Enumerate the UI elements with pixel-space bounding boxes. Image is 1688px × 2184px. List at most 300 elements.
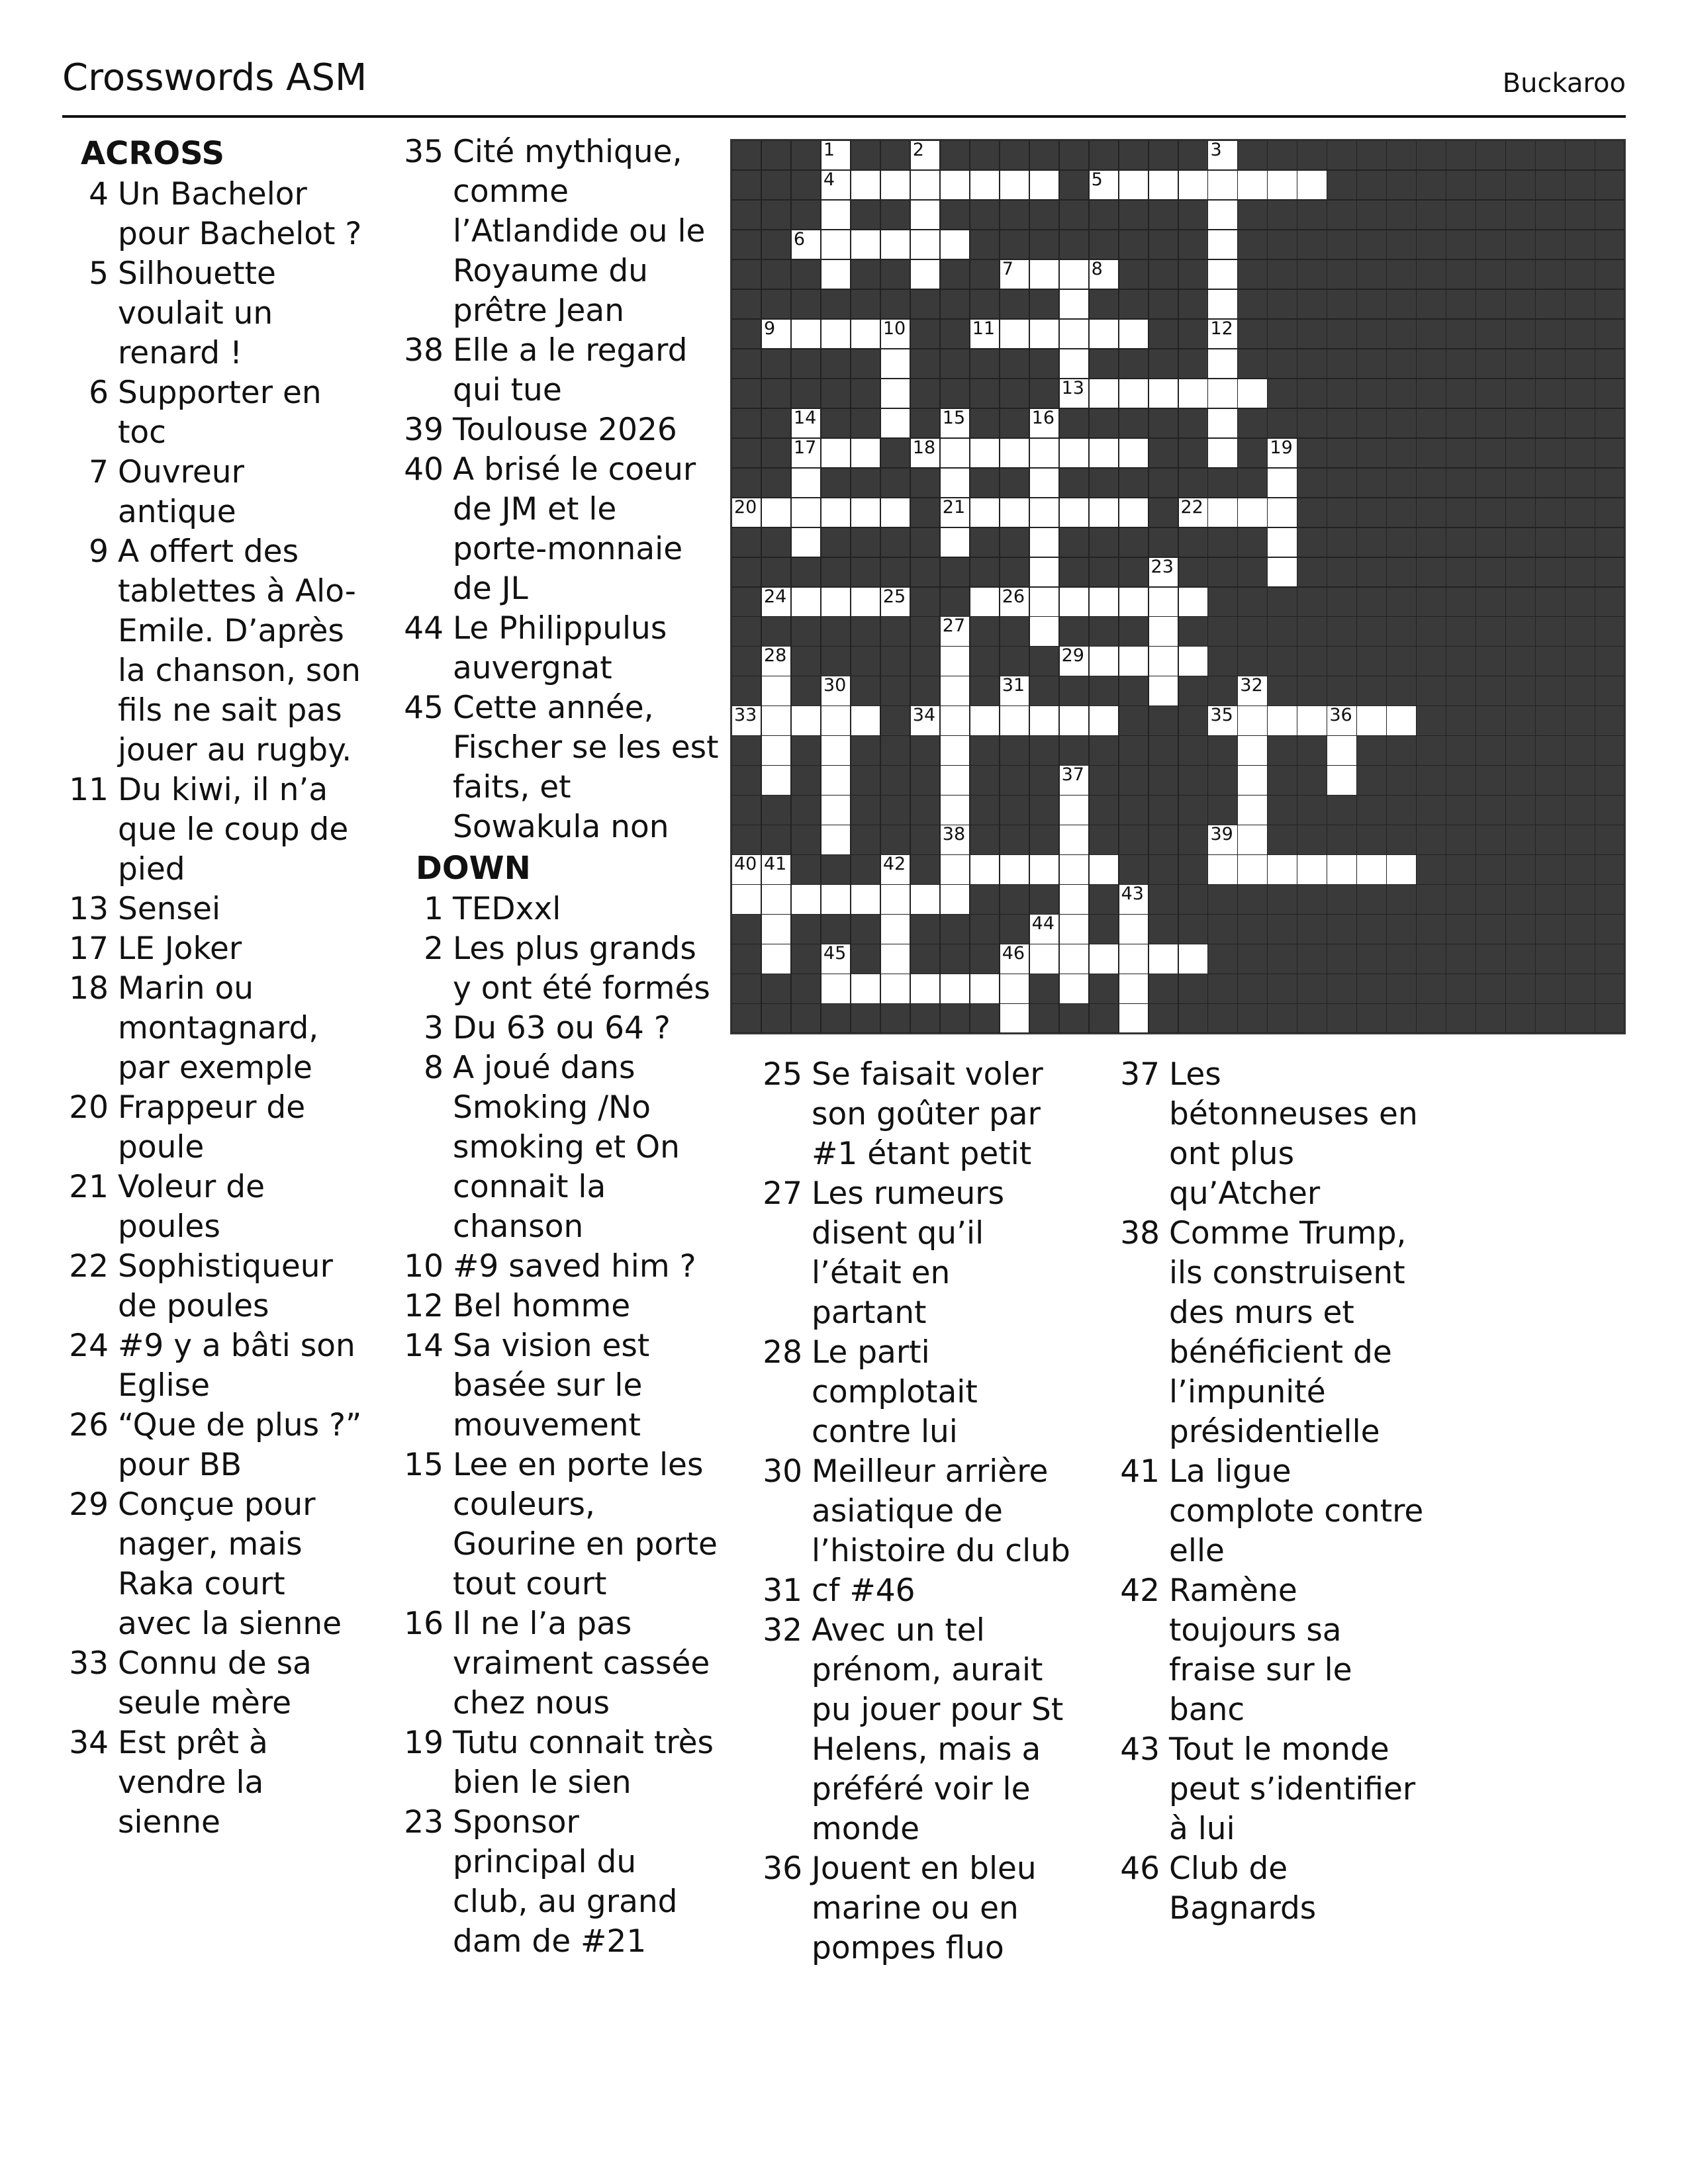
grid-cell-open[interactable] bbox=[1089, 854, 1119, 884]
grid-cell-open[interactable] bbox=[1119, 884, 1149, 914]
grid-cell-open[interactable] bbox=[1237, 379, 1267, 408]
grid-cell-open[interactable] bbox=[1089, 259, 1119, 289]
grid-cell-open[interactable] bbox=[1029, 170, 1059, 200]
grid-cell-open[interactable] bbox=[1207, 200, 1237, 230]
grid-cell-open[interactable] bbox=[1267, 170, 1297, 200]
grid-cell-open[interactable] bbox=[821, 676, 851, 705]
grid-cell-open[interactable] bbox=[1237, 795, 1267, 825]
grid-cell-open[interactable] bbox=[1327, 765, 1356, 795]
grid-cell-open[interactable] bbox=[851, 705, 880, 735]
grid-cell-open[interactable] bbox=[1029, 557, 1059, 587]
grid-cell-blocked bbox=[1178, 527, 1208, 557]
grid-cell-open[interactable] bbox=[731, 705, 761, 735]
grid-cell-open[interactable] bbox=[1089, 705, 1119, 735]
grid-cell-open[interactable] bbox=[880, 944, 910, 974]
grid-cell-blocked bbox=[1595, 974, 1624, 1003]
grid-cell-blocked bbox=[1029, 230, 1059, 259]
grid-cell-open[interactable] bbox=[821, 498, 851, 527]
grid-cell-open[interactable] bbox=[1237, 170, 1267, 200]
grid-cell-open[interactable] bbox=[851, 170, 880, 200]
clue-number: 18 bbox=[69, 970, 109, 1007]
grid-cell-open[interactable] bbox=[880, 498, 910, 527]
grid-cell-blocked bbox=[1178, 974, 1208, 1003]
grid-cell-blocked bbox=[821, 1003, 851, 1033]
down-clue bbox=[401, 1048, 719, 1247]
grid-cell-open[interactable] bbox=[1029, 468, 1059, 498]
grid-cell-open[interactable] bbox=[851, 230, 880, 259]
grid-cell-open[interactable] bbox=[1089, 170, 1119, 200]
grid-cell-open[interactable] bbox=[821, 170, 851, 200]
grid-cell-open[interactable] bbox=[910, 259, 940, 289]
grid-cell-blocked bbox=[1178, 735, 1208, 765]
grid-cell-blocked bbox=[1595, 200, 1624, 230]
grid-cell-open[interactable] bbox=[1119, 1003, 1149, 1033]
grid-cell-open[interactable] bbox=[1089, 319, 1119, 349]
grid-cell-open[interactable] bbox=[761, 587, 791, 617]
grid-cell-blocked bbox=[970, 765, 1000, 795]
grid-cell-blocked bbox=[1119, 825, 1149, 854]
grid-cell-blocked bbox=[1565, 200, 1595, 230]
grid-cell-open[interactable] bbox=[791, 468, 821, 498]
across-clue bbox=[66, 1167, 364, 1247]
grid-cell-open[interactable] bbox=[821, 944, 851, 974]
grid-cell-open[interactable] bbox=[761, 854, 791, 884]
grid-cell-open[interactable] bbox=[1207, 259, 1237, 289]
grid-cell-open[interactable] bbox=[1149, 379, 1178, 408]
grid-cell-open[interactable] bbox=[731, 498, 761, 527]
grid-cell-open[interactable] bbox=[1237, 825, 1267, 854]
grid-cell-open[interactable] bbox=[1237, 854, 1267, 884]
grid-cell-open[interactable] bbox=[1000, 1003, 1029, 1033]
grid-cell-open[interactable] bbox=[1267, 527, 1297, 557]
grid-cell-open[interactable] bbox=[1207, 408, 1237, 438]
clue-number: 13 bbox=[69, 891, 109, 927]
grid-cell-blocked bbox=[1535, 646, 1565, 676]
grid-cell-open[interactable] bbox=[1059, 379, 1089, 408]
grid-cell-open[interactable] bbox=[1089, 587, 1119, 617]
grid-cell-open[interactable] bbox=[940, 527, 970, 557]
grid-cell-open[interactable] bbox=[880, 230, 910, 259]
grid-cell-open[interactable] bbox=[1207, 498, 1237, 527]
grid-cell-open[interactable] bbox=[1207, 379, 1237, 408]
grid-cell-open[interactable] bbox=[1059, 795, 1089, 825]
grid-cell-open[interactable] bbox=[1000, 170, 1029, 200]
grid-cell-blocked bbox=[1267, 289, 1297, 319]
grid-cell-open[interactable] bbox=[1207, 319, 1237, 349]
grid-cell-open[interactable] bbox=[1059, 884, 1089, 914]
grid-cell-open[interactable] bbox=[1059, 259, 1089, 289]
grid-cell-open[interactable] bbox=[940, 854, 970, 884]
clue-number: 9 bbox=[89, 533, 109, 570]
grid-cell-open[interactable] bbox=[1267, 854, 1297, 884]
grid-cell-open[interactable] bbox=[1029, 408, 1059, 438]
grid-cell-open[interactable] bbox=[1207, 854, 1237, 884]
grid-cell-open[interactable] bbox=[1149, 676, 1178, 705]
grid-cell-open[interactable] bbox=[851, 587, 880, 617]
grid-cell-open[interactable] bbox=[1059, 944, 1089, 974]
grid-cell-open[interactable] bbox=[821, 587, 851, 617]
grid-cell-open[interactable] bbox=[1000, 705, 1029, 735]
grid-cell-open[interactable] bbox=[940, 438, 970, 468]
grid-cell-open[interactable] bbox=[1149, 646, 1178, 676]
grid-cell-open[interactable] bbox=[910, 438, 940, 468]
grid-cell-open[interactable] bbox=[880, 349, 910, 379]
grid-cell-open[interactable] bbox=[1059, 438, 1089, 468]
grid-cell-open[interactable] bbox=[940, 646, 970, 676]
grid-cell-open[interactable] bbox=[1237, 705, 1267, 735]
grid-cell-open[interactable] bbox=[761, 498, 791, 527]
grid-cell-open[interactable] bbox=[1119, 646, 1149, 676]
grid-cell-blocked bbox=[1356, 259, 1386, 289]
grid-cell-open[interactable] bbox=[940, 705, 970, 735]
grid-cell-open[interactable] bbox=[791, 498, 821, 527]
grid-cell-open[interactable] bbox=[1178, 587, 1208, 617]
grid-cell-blocked bbox=[1237, 527, 1267, 557]
grid-cell-open[interactable] bbox=[940, 468, 970, 498]
grid-cell-open[interactable] bbox=[940, 795, 970, 825]
grid-cell-open[interactable] bbox=[821, 200, 851, 230]
grid-cell-open[interactable] bbox=[851, 884, 880, 914]
grid-cell-open[interactable] bbox=[761, 914, 791, 944]
grid-cell-open[interactable] bbox=[1297, 705, 1327, 735]
grid-cell-open[interactable] bbox=[970, 854, 1000, 884]
down-clue bbox=[401, 1326, 719, 1445]
grid-cell-open[interactable] bbox=[821, 438, 851, 468]
grid-cell-open[interactable] bbox=[910, 705, 940, 735]
grid-cell-open[interactable] bbox=[791, 230, 821, 259]
grid-cell-blocked bbox=[791, 825, 821, 854]
grid-cell-open[interactable] bbox=[1059, 914, 1089, 944]
grid-cell-open[interactable] bbox=[1327, 705, 1356, 735]
clue-number: 38 bbox=[404, 332, 444, 369]
clue-number: 20 bbox=[69, 1089, 109, 1126]
grid-cell-open[interactable] bbox=[1059, 498, 1089, 527]
grid-cell-open[interactable] bbox=[880, 319, 910, 349]
grid-cell-blocked bbox=[1505, 705, 1535, 735]
grid-cell-open[interactable] bbox=[1059, 587, 1089, 617]
grid-cell-open[interactable] bbox=[821, 765, 851, 795]
grid-cell-blocked bbox=[940, 944, 970, 974]
grid-cell-open[interactable] bbox=[1089, 646, 1119, 676]
grid-cell-open[interactable] bbox=[731, 884, 761, 914]
grid-cell-open[interactable] bbox=[1119, 498, 1149, 527]
grid-cell-open[interactable] bbox=[1327, 735, 1356, 765]
grid-cell-open[interactable] bbox=[1000, 498, 1029, 527]
grid-cell-open[interactable] bbox=[940, 676, 970, 705]
clue-text: Comme Trump, ils construisent des murs et bénéficient de l’impunité présidentielle bbox=[1169, 1215, 1407, 1450]
grid-cell-open[interactable] bbox=[791, 884, 821, 914]
clue-number: 17 bbox=[69, 931, 109, 967]
grid-cell-open[interactable] bbox=[880, 884, 910, 914]
grid-cell-blocked bbox=[940, 319, 970, 349]
grid-cell-open[interactable] bbox=[761, 735, 791, 765]
grid-cell-blocked bbox=[1178, 854, 1208, 884]
grid-cell-open[interactable] bbox=[761, 705, 791, 735]
grid-cell-open[interactable] bbox=[821, 230, 851, 259]
grid-cell-open[interactable] bbox=[1207, 825, 1237, 854]
grid-cell-open[interactable] bbox=[1000, 974, 1029, 1003]
grid-cell-open[interactable] bbox=[1059, 765, 1089, 795]
clue-text: Du 63 ou 64 ? bbox=[453, 1010, 671, 1046]
grid-cell-open[interactable] bbox=[1178, 944, 1208, 974]
grid-cell-open[interactable] bbox=[1267, 498, 1297, 527]
grid-cell-blocked bbox=[791, 557, 821, 587]
grid-cell-open[interactable] bbox=[1237, 498, 1267, 527]
grid-cell-open[interactable] bbox=[1029, 705, 1059, 735]
grid-cell-open[interactable] bbox=[1000, 944, 1029, 974]
grid-cell-open[interactable] bbox=[940, 884, 970, 914]
grid-cell-open[interactable] bbox=[1059, 854, 1089, 884]
grid-cell-open[interactable] bbox=[1119, 170, 1149, 200]
grid-cell-open[interactable] bbox=[821, 259, 851, 289]
grid-cell-open[interactable] bbox=[1000, 587, 1029, 617]
grid-cell-open[interactable] bbox=[791, 527, 821, 557]
grid-cell-blocked bbox=[1119, 676, 1149, 705]
grid-cell-open[interactable] bbox=[1059, 705, 1089, 735]
grid-cell-open[interactable] bbox=[910, 140, 940, 170]
grid-cell-open[interactable] bbox=[940, 170, 970, 200]
grid-cell-open[interactable] bbox=[1119, 944, 1149, 974]
grid-cell-open[interactable] bbox=[910, 884, 940, 914]
grid-cell-open[interactable] bbox=[851, 438, 880, 468]
clue-number: 35 bbox=[404, 134, 444, 170]
grid-cell-open[interactable] bbox=[1297, 854, 1327, 884]
grid-cell-open[interactable] bbox=[1178, 379, 1208, 408]
grid-cell-open[interactable] bbox=[791, 319, 821, 349]
grid-cell-open[interactable] bbox=[1089, 379, 1119, 408]
grid-cell-blocked bbox=[1356, 1003, 1386, 1033]
grid-cell-blocked bbox=[731, 1003, 761, 1033]
grid-cell-open[interactable] bbox=[1089, 498, 1119, 527]
clue-text: A offert des tablettes à Alo-Emile. D’après la chanson, son fils ne sait pas jouer au rugby. bbox=[118, 533, 361, 768]
grid-cell-open[interactable] bbox=[1178, 170, 1208, 200]
grid-cell-open[interactable] bbox=[970, 498, 1000, 527]
grid-cell-open[interactable] bbox=[761, 765, 791, 795]
grid-cell-blocked bbox=[1476, 795, 1505, 825]
grid-cell-open[interactable] bbox=[851, 319, 880, 349]
grid-cell-open[interactable] bbox=[1356, 705, 1386, 735]
grid-cell-open[interactable] bbox=[761, 319, 791, 349]
grid-cell-open[interactable] bbox=[910, 974, 940, 1003]
grid-cell-open[interactable] bbox=[940, 735, 970, 765]
grid-cell-open[interactable] bbox=[940, 408, 970, 438]
grid-cell-open[interactable] bbox=[1207, 170, 1237, 200]
grid-cell-blocked bbox=[731, 825, 761, 854]
grid-cell-open[interactable] bbox=[1267, 468, 1297, 498]
grid-cell-open[interactable] bbox=[821, 735, 851, 765]
grid-cell-blocked bbox=[851, 944, 880, 974]
grid-cell-open[interactable] bbox=[1119, 974, 1149, 1003]
grid-cell-open[interactable] bbox=[1029, 914, 1059, 944]
down-clue bbox=[401, 1247, 719, 1287]
grid-cell-open[interactable] bbox=[940, 974, 970, 1003]
grid-cell-blocked bbox=[1207, 1003, 1237, 1033]
grid-cell-open[interactable] bbox=[970, 170, 1000, 200]
grid-cell-open[interactable] bbox=[1000, 676, 1029, 705]
grid-cell-blocked bbox=[1297, 527, 1327, 557]
grid-cell-open[interactable] bbox=[821, 140, 851, 170]
grid-cell-open[interactable] bbox=[1267, 705, 1297, 735]
grid-cell-blocked bbox=[970, 1003, 1000, 1033]
grid-cell-open[interactable] bbox=[1149, 557, 1178, 587]
grid-cell-open[interactable] bbox=[880, 170, 910, 200]
grid-cell-open[interactable] bbox=[970, 319, 1000, 349]
grid-cell-open[interactable] bbox=[761, 676, 791, 705]
grid-cell-open[interactable] bbox=[940, 616, 970, 646]
grid-cell-open[interactable] bbox=[1000, 259, 1029, 289]
grid-cell-blocked bbox=[1416, 884, 1446, 914]
grid-cell-open[interactable] bbox=[940, 498, 970, 527]
grid-cell-open[interactable] bbox=[791, 705, 821, 735]
grid-cell-blocked bbox=[731, 140, 761, 170]
clue-number: 34 bbox=[69, 1725, 109, 1761]
grid-cell-open[interactable] bbox=[1237, 735, 1267, 765]
grid-cell-open[interactable] bbox=[1119, 379, 1149, 408]
grid-cell-open[interactable] bbox=[1029, 438, 1059, 468]
grid-cell-open[interactable] bbox=[821, 705, 851, 735]
grid-cell-blocked bbox=[1089, 468, 1119, 498]
grid-cell-open[interactable] bbox=[910, 170, 940, 200]
grid-cell-open[interactable] bbox=[940, 825, 970, 854]
grid-cell-blocked bbox=[1565, 884, 1595, 914]
grid-cell-blocked bbox=[1000, 349, 1029, 379]
grid-cell-open[interactable] bbox=[821, 319, 851, 349]
clue-text: Connu de sa seule mère bbox=[118, 1645, 312, 1721]
grid-cell-open[interactable] bbox=[821, 795, 851, 825]
grid-cell-blocked bbox=[1297, 587, 1327, 617]
grid-cell-open[interactable] bbox=[940, 765, 970, 795]
grid-cell-blocked bbox=[1267, 914, 1297, 944]
grid-cell-open[interactable] bbox=[1178, 646, 1208, 676]
grid-cell-open[interactable] bbox=[1059, 974, 1089, 1003]
grid-cell-blocked bbox=[1327, 646, 1356, 676]
grid-cell-open[interactable] bbox=[880, 974, 910, 1003]
grid-cell-open[interactable] bbox=[1386, 854, 1416, 884]
grid-cell-open[interactable] bbox=[1356, 854, 1386, 884]
grid-cell-open[interactable] bbox=[761, 944, 791, 974]
grid-cell-open[interactable] bbox=[1297, 170, 1327, 200]
grid-cell-open[interactable] bbox=[791, 438, 821, 468]
clue-number: 16 bbox=[404, 1606, 444, 1642]
grid-cell-blocked bbox=[1356, 230, 1386, 259]
grid-cell-blocked bbox=[851, 914, 880, 944]
grid-cell-open[interactable] bbox=[1327, 854, 1356, 884]
grid-cell-open[interactable] bbox=[1149, 616, 1178, 646]
down-clue bbox=[401, 929, 719, 1009]
grid-cell-open[interactable] bbox=[970, 438, 1000, 468]
grid-cell-open[interactable] bbox=[1059, 646, 1089, 676]
grid-cell-open[interactable] bbox=[1207, 438, 1237, 468]
grid-cell-open[interactable] bbox=[1029, 527, 1059, 557]
grid-cell-open[interactable] bbox=[821, 884, 851, 914]
grid-cell-blocked bbox=[1565, 408, 1595, 438]
clue-text: Sophistiqueur de poules bbox=[118, 1248, 333, 1324]
grid-cell-open[interactable] bbox=[1149, 170, 1178, 200]
grid-cell-open[interactable] bbox=[1059, 825, 1089, 854]
grid-cell-open[interactable] bbox=[1207, 140, 1237, 170]
grid-cell-open[interactable] bbox=[910, 200, 940, 230]
grid-cell-blocked bbox=[821, 914, 851, 944]
clue-column-1 bbox=[66, 132, 364, 1843]
grid-cell-open[interactable] bbox=[1089, 438, 1119, 468]
clue-text: cf #46 bbox=[812, 1572, 915, 1609]
grid-cell-open[interactable] bbox=[1029, 498, 1059, 527]
grid-cell-open[interactable] bbox=[1178, 498, 1208, 527]
grid-cell-open[interactable] bbox=[970, 974, 1000, 1003]
grid-cell-open[interactable] bbox=[1059, 319, 1089, 349]
grid-cell-open[interactable] bbox=[1149, 587, 1178, 617]
clue-text: Sa vision est basée sur le mouvement bbox=[453, 1328, 650, 1443]
grid-cell-open[interactable] bbox=[821, 974, 851, 1003]
grid-cell-open[interactable] bbox=[1000, 319, 1029, 349]
grid-cell-open[interactable] bbox=[1000, 438, 1029, 468]
grid-cell-open[interactable] bbox=[1207, 230, 1237, 259]
grid-cell-open[interactable] bbox=[761, 646, 791, 676]
grid-cell-open[interactable] bbox=[1029, 319, 1059, 349]
grid-cell-open[interactable] bbox=[880, 587, 910, 617]
grid-cell-open[interactable] bbox=[821, 825, 851, 854]
grid-cell-open[interactable] bbox=[1119, 438, 1149, 468]
grid-cell-open[interactable] bbox=[910, 230, 940, 259]
grid-cell-open[interactable] bbox=[880, 379, 910, 408]
grid-cell-open[interactable] bbox=[1000, 854, 1029, 884]
grid-cell-blocked bbox=[1297, 230, 1327, 259]
clue-number: 10 bbox=[404, 1248, 444, 1285]
grid-cell-open[interactable] bbox=[1029, 259, 1059, 289]
grid-cell-open[interactable] bbox=[940, 230, 970, 259]
grid-cell-open[interactable] bbox=[970, 587, 1000, 617]
grid-cell-open[interactable] bbox=[1089, 944, 1119, 974]
grid-cell-open[interactable] bbox=[1029, 616, 1059, 646]
grid-cell-blocked bbox=[880, 438, 910, 468]
grid-cell-open[interactable] bbox=[880, 914, 910, 944]
grid-cell-open[interactable] bbox=[880, 854, 910, 884]
grid-cell-blocked bbox=[1119, 705, 1149, 735]
grid-cell-open[interactable] bbox=[1207, 349, 1237, 379]
grid-cell-open[interactable] bbox=[1267, 557, 1297, 587]
grid-cell-open[interactable] bbox=[1029, 587, 1059, 617]
grid-cell-open[interactable] bbox=[1119, 319, 1149, 349]
grid-cell-open[interactable] bbox=[761, 884, 791, 914]
grid-cell-blocked bbox=[880, 468, 910, 498]
grid-cell-open[interactable] bbox=[1119, 914, 1149, 944]
grid-cell-open[interactable] bbox=[1267, 438, 1297, 468]
grid-cell-open[interactable] bbox=[1237, 676, 1267, 705]
grid-cell-open[interactable] bbox=[731, 854, 761, 884]
grid-cell-open[interactable] bbox=[1059, 349, 1089, 379]
grid-cell-open[interactable] bbox=[1029, 944, 1059, 974]
down-clue bbox=[401, 1009, 719, 1048]
grid-cell-open[interactable] bbox=[880, 408, 910, 438]
grid-cell-open[interactable] bbox=[1029, 854, 1059, 884]
grid-cell-open[interactable] bbox=[1149, 944, 1178, 974]
grid-cell-open[interactable] bbox=[1207, 705, 1237, 735]
grid-cell-blocked bbox=[1356, 379, 1386, 408]
grid-cell-blocked bbox=[731, 349, 761, 379]
grid-cell-open[interactable] bbox=[851, 498, 880, 527]
grid-cell-open[interactable] bbox=[791, 408, 821, 438]
grid-cell-blocked bbox=[1565, 170, 1595, 200]
grid-cell-blocked bbox=[791, 170, 821, 200]
grid-cell-open[interactable] bbox=[1119, 587, 1149, 617]
grid-cell-open[interactable] bbox=[791, 587, 821, 617]
grid-cell-open[interactable] bbox=[1237, 765, 1267, 795]
grid-cell-open[interactable] bbox=[1207, 289, 1237, 319]
grid-cell-open[interactable] bbox=[1386, 705, 1416, 735]
grid-cell-open[interactable] bbox=[970, 705, 1000, 735]
grid-cell-open[interactable] bbox=[1059, 289, 1089, 319]
grid-cell-open[interactable] bbox=[851, 974, 880, 1003]
